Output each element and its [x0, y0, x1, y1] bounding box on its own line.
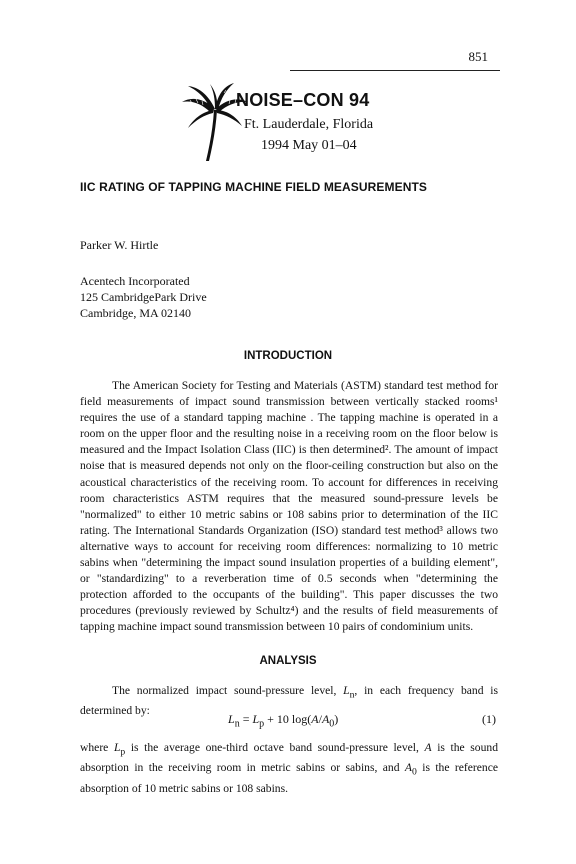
conference-name: NOISE–CON 94 — [236, 90, 370, 110]
author-affiliation — [80, 273, 207, 321]
analysis-heading: ANALYSIS — [259, 655, 317, 667]
equation: $L_n = L_p + 10$ $\log(A/A_0)$ — [228, 712, 339, 730]
analysis-paragraph: The normalized impact sound-pressure level, $L_n$, in each frequency band is determined by: — [80, 684, 498, 718]
page-number: 851 — [468, 49, 488, 64]
introduction-paragraph: The American Society for Testing and Materials (ASTM) standard test method for field measurements of impact sound transmission between vertically stacked rooms¹ requires the use of a standard tapping machine . The tapping machine is operated in a room on the upper floor and the resulting noise in a receiving room on the floor below is measured and the Impact Isolation Class (IIC) is then determined². The amount of impact noise that is measured depends not only on the floor-ceiling construction but also on the acoustical characteristics of the receiving room. To account for differences in receiving room characteristics ASTM requires that the measured sound-pressure levels be "normalized" to either 10 metric sabins or 108 sabins prior to determination of the IIC rating. The International Standards Organization (ISO) standard test method³ allows two alternative ways to account for receiving room differences: normalizing to 10 metric sabins when "determining the impact sound insulation properties of a building element", or "standardizing" to a reverberation time of 0.5 seconds when "determining the protection afforded to the occupants of the building". This paper discusses the two procedures (previously reviewed by Schultz⁴) and the results of field measurements of tapping machine impact sound transmission between 10 pairs of condominium units. — [80, 379, 498, 634]
equation-number: (1) — [482, 712, 496, 726]
where-paragraph: where $L_p$ is the average one-third octave band sound-pressure level, A is the sound absorption in the receiving room in metric sabins or sabins, and $A_0$ is the reference absorption of 10 metric sabins or 108 sabins. — [80, 741, 498, 795]
author-name: Parker W. Hirtle — [80, 238, 159, 252]
paper-title: IIC RATING OF TAPPING MACHINE FIELD MEASUREMENTS — [80, 180, 428, 194]
introduction-heading: INTRODUCTION — [243, 350, 333, 362]
affiliation-line: Cambridge, MA 02140 — [80, 306, 191, 320]
header-rule — [290, 70, 500, 71]
affiliation-line: 125 CambridgePark Drive — [80, 290, 207, 304]
conference-location: Ft. Lauderdale, Florida — [244, 117, 374, 132]
affiliation-line: Acentech Incorporated — [80, 274, 190, 288]
conference-dates: 1994 May 01–04 — [261, 138, 357, 153]
